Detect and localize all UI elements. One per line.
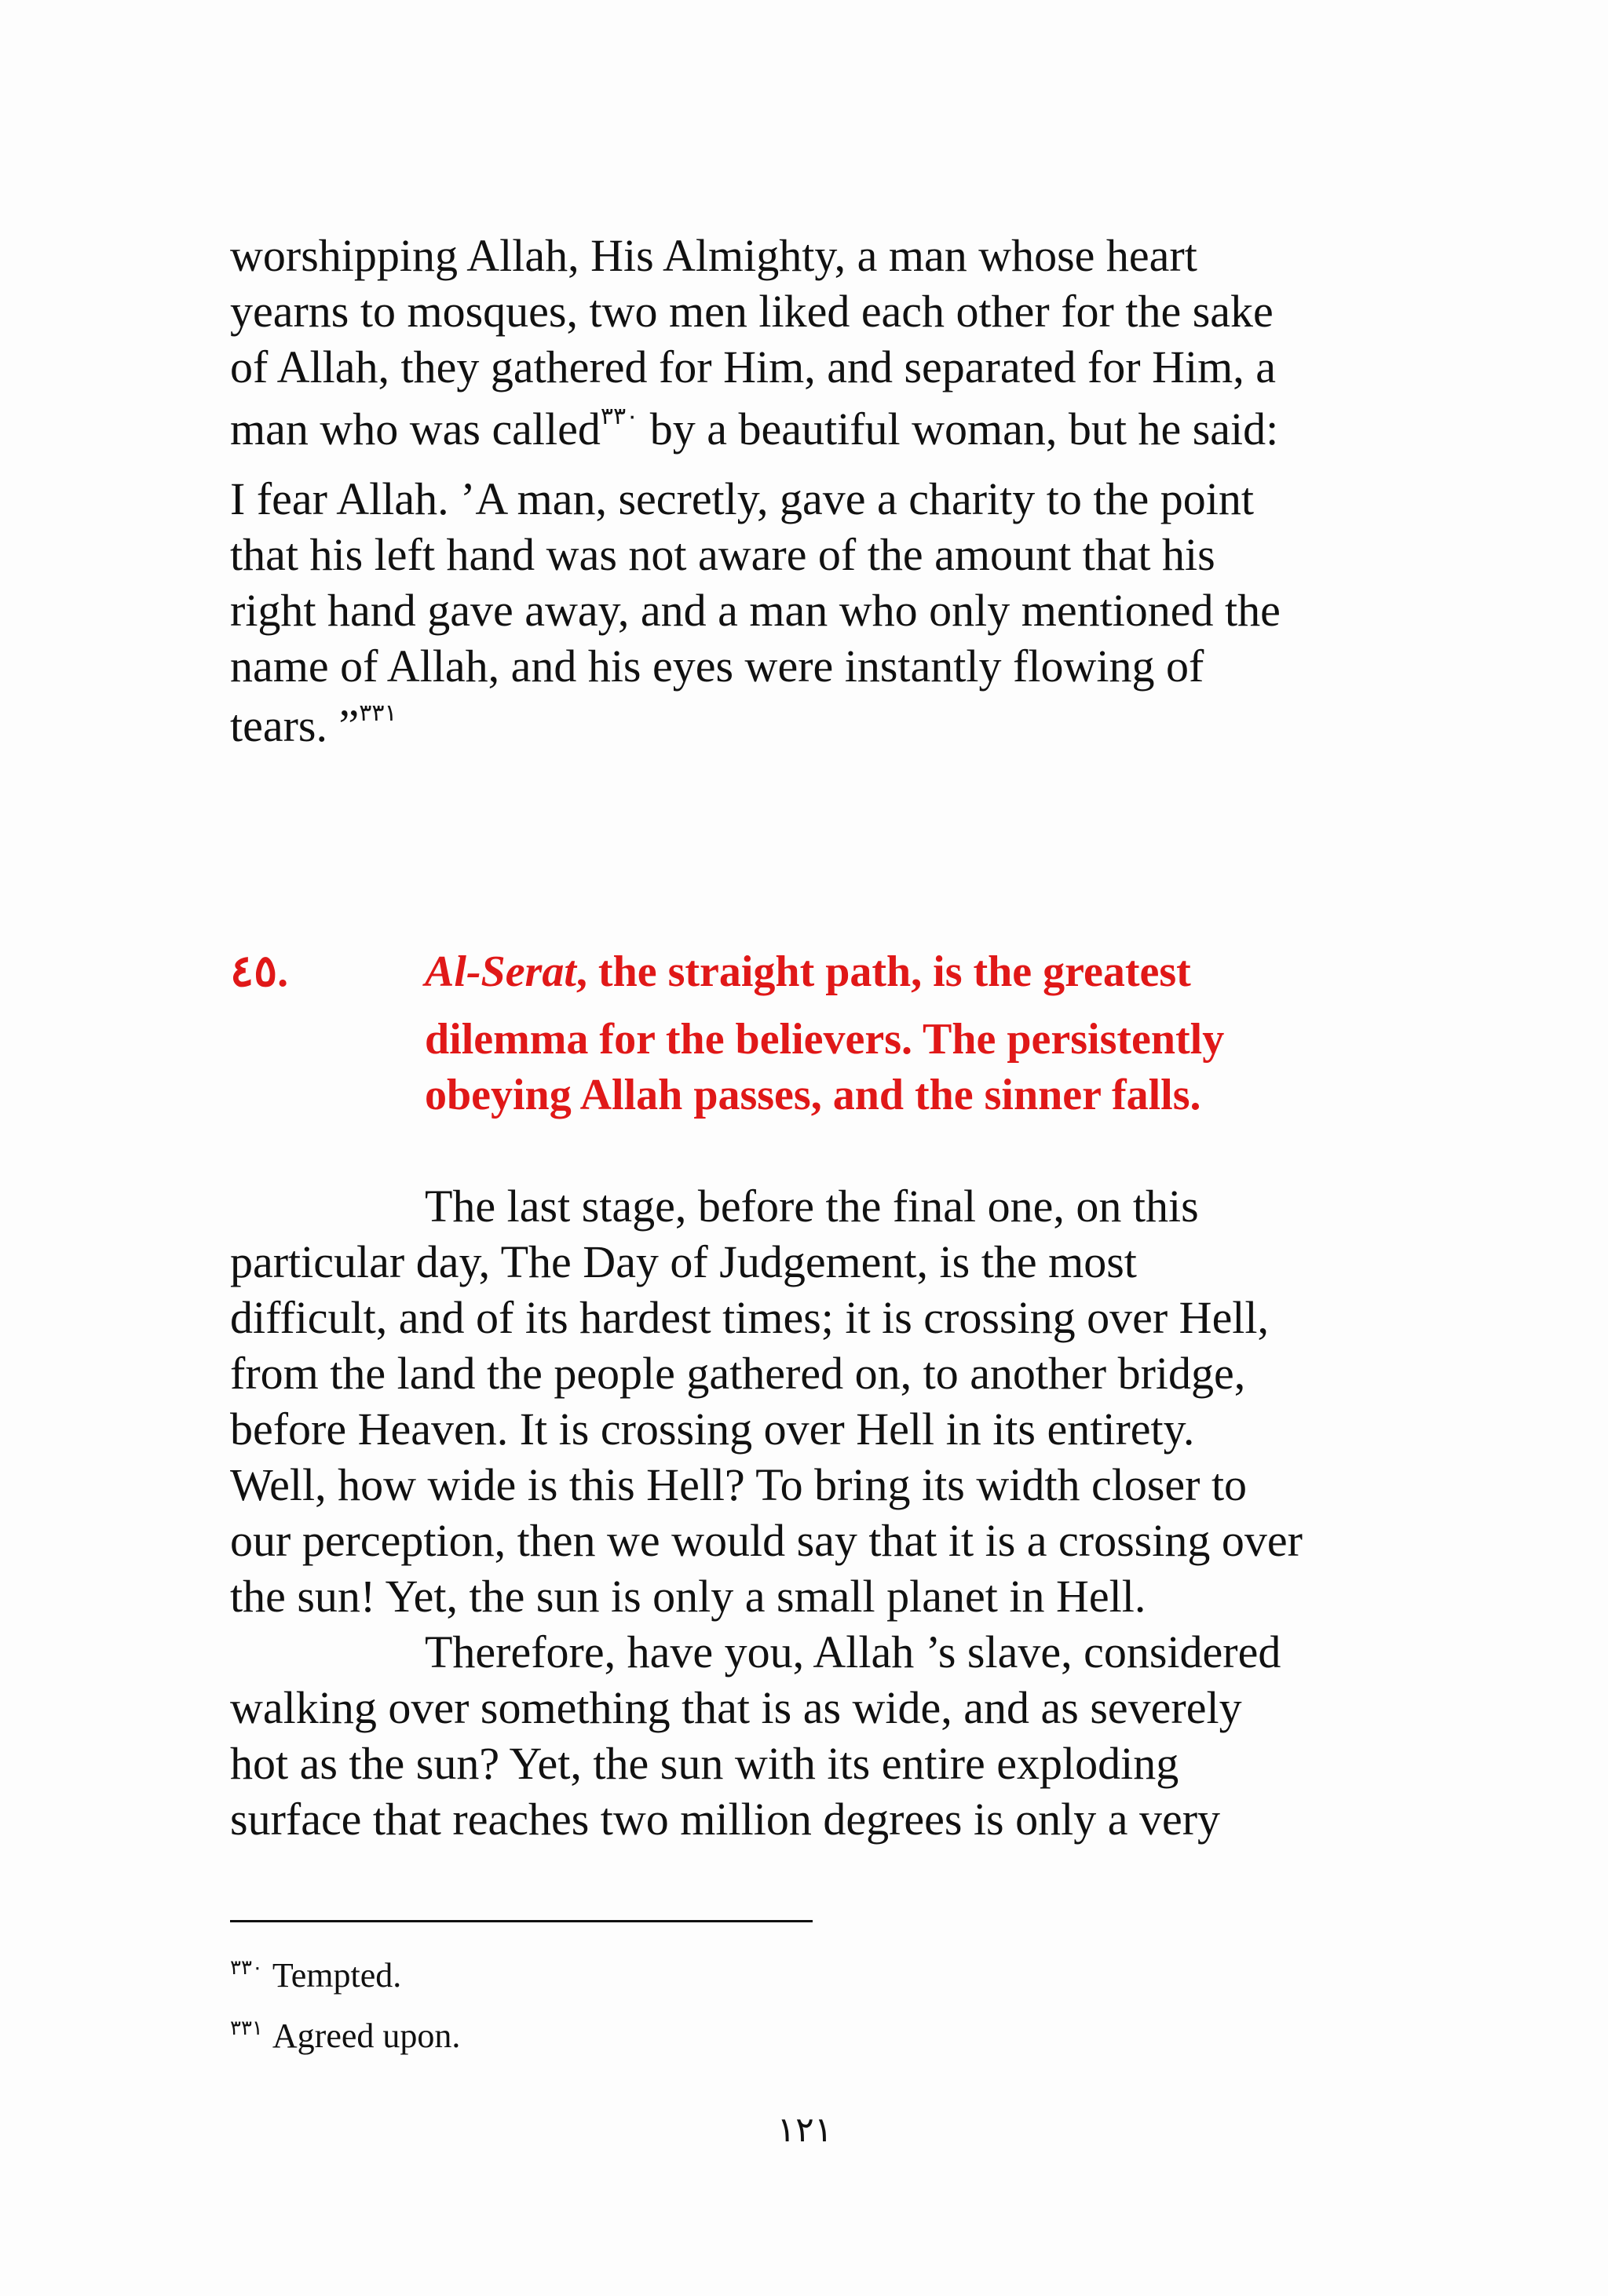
- body-line: Well, how wide is this Hell? To bring its width closer to: [230, 1459, 1248, 1510]
- body-line: difficult, and of its hardest times; it is crossing over Hell,: [230, 1292, 1270, 1343]
- footnote-reference[interactable]: ٣٣١: [359, 700, 397, 726]
- page-number: ١٢١: [777, 2111, 833, 2149]
- body-line: particular day, The Day of Judgement, is the most: [230, 1236, 1137, 1287]
- body-line: of Allah, they gathered for Him, and separated for Him, a: [230, 341, 1276, 392]
- body-line: the sun! Yet, the sun is only a small planet in Hell.: [230, 1571, 1146, 1622]
- body-line: surface that reaches two million degrees is only a very: [230, 1794, 1221, 1845]
- body-text: by a beautiful woman, but he said:: [638, 403, 1279, 454]
- section-number: ٤٥.: [230, 947, 289, 996]
- section-title-line: obeying Allah passes, and the sinner falls.: [425, 1071, 1201, 1119]
- section-title-emphasis: Al-Serat: [425, 947, 576, 996]
- footnote-mark: ٣٣١: [230, 2017, 263, 2039]
- body-line: worshipping Allah, His Almighty, a man whose heart: [230, 230, 1197, 281]
- footnote-reference[interactable]: ٣٣٠: [600, 403, 639, 429]
- footnote: [230, 2014, 460, 2058]
- body-line: walking over something that is as wide, and as severely: [230, 1682, 1242, 1733]
- section-title-line: [425, 944, 1191, 999]
- body-line: [230, 402, 1278, 457]
- body-text: tears. ”: [230, 700, 360, 751]
- footnote-text: Agreed upon.: [272, 2017, 461, 2055]
- body-line: before Heaven. It is crossing over Hell in its entirety.: [230, 1404, 1195, 1455]
- body-line: yearns to mosques, two men liked each other for the sake: [230, 286, 1274, 337]
- body-line: that his left hand was not aware of the amount that his: [230, 529, 1215, 580]
- body-line: Therefore, have you, Allah ’s slave, considered: [425, 1626, 1281, 1677]
- body-text: man who was called: [230, 403, 601, 454]
- body-line: The last stage, before the final one, on this: [425, 1181, 1199, 1232]
- body-line: I fear Allah. ’A man, secretly, gave a charity to the point: [230, 473, 1254, 524]
- footnote-divider: [230, 1920, 813, 1922]
- body-line: hot as the sun? Yet, the sun with its entire exploding: [230, 1738, 1179, 1789]
- footnote-mark: ٣٣٠: [230, 1956, 263, 1979]
- body-line: name of Allah, and his eyes were instantly flowing of: [230, 641, 1204, 692]
- section-title-text: , the straight path, is the greatest: [576, 947, 1191, 996]
- body-line: our perception, then we would say that it is a crossing over: [230, 1515, 1303, 1566]
- section-title-line: dilemma for the believers. The persistently: [425, 1015, 1225, 1064]
- body-line: [230, 699, 397, 754]
- body-line: right hand gave away, and a man who only mentioned the: [230, 585, 1281, 636]
- footnote: [230, 1954, 401, 1998]
- footnote-text: Tempted.: [272, 1956, 402, 1995]
- body-line: from the land the people gathered on, to another bridge,: [230, 1348, 1246, 1399]
